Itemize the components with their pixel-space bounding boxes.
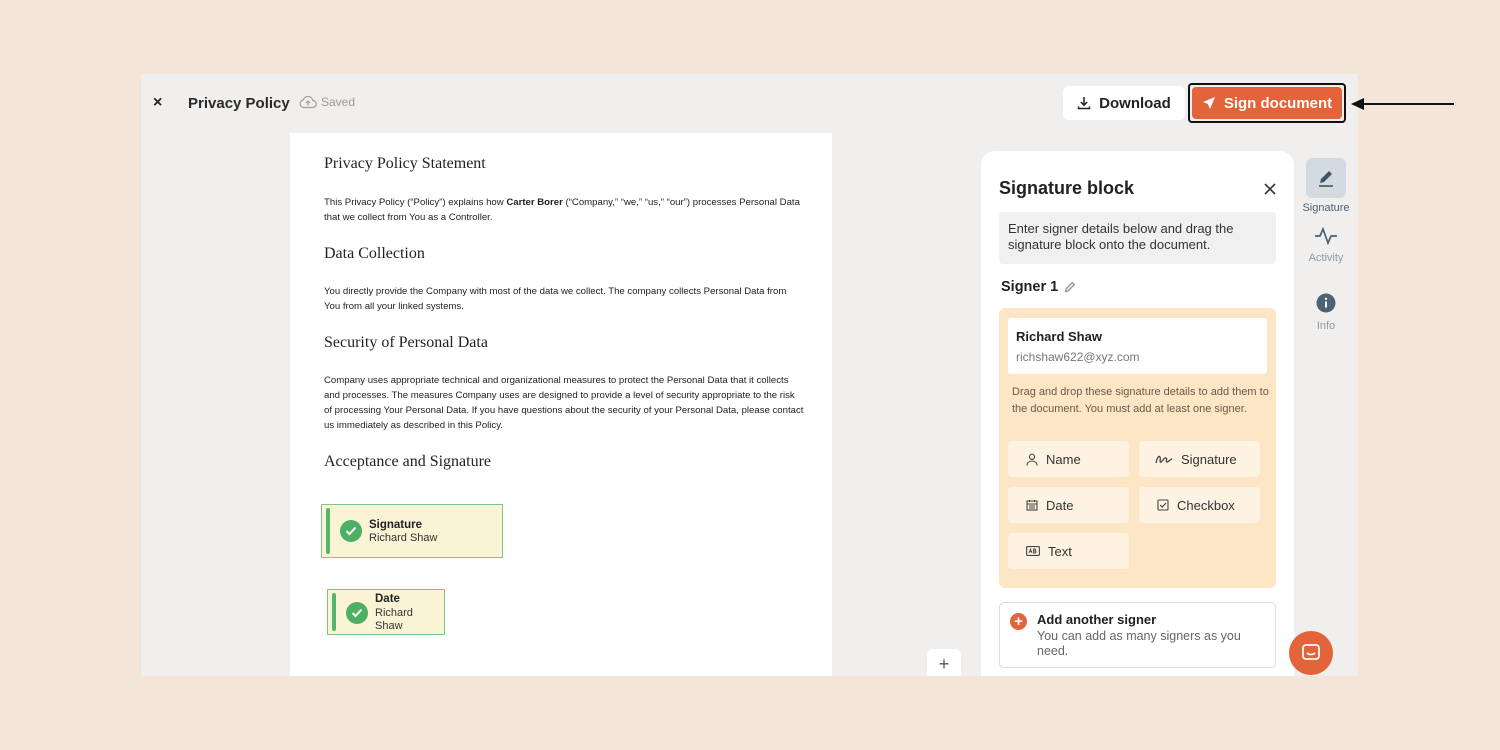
signature-icon bbox=[1155, 453, 1173, 465]
chip-text[interactable] bbox=[1008, 533, 1129, 569]
paragraph-security: Company uses appropriate technical and organizational measures to protect the Personal Data that it collects and processes. The measures Company uses are designed to provide a level of security appropriate to the risk of processing Your Personal Data. If you have questions about the security of your Personal Data, please contact us immediately as described in this Policy. bbox=[324, 375, 804, 431]
close-icon[interactable] bbox=[1264, 179, 1276, 200]
chip-date[interactable] bbox=[1008, 487, 1129, 523]
cloud-upload-icon bbox=[299, 95, 317, 109]
chip-text-label: Text bbox=[1048, 543, 1072, 559]
heading-privacy-statement: Privacy Policy Statement bbox=[324, 155, 486, 172]
chip-name[interactable] bbox=[1008, 441, 1129, 477]
check-circle-icon bbox=[346, 602, 368, 624]
sign-document-label: Sign document bbox=[1223, 94, 1333, 112]
date-field-label: Date bbox=[375, 593, 400, 605]
rail-activity[interactable] bbox=[1300, 224, 1352, 264]
signer-card-container bbox=[999, 308, 1276, 588]
rail-signature[interactable] bbox=[1300, 158, 1352, 214]
download-button[interactable] bbox=[1063, 86, 1185, 120]
rail-info-label: Info bbox=[1316, 320, 1336, 332]
signer-name: Richard Shaw bbox=[1016, 329, 1102, 344]
chip-checkbox[interactable] bbox=[1139, 487, 1260, 523]
date-field-value: Richard Shaw bbox=[375, 607, 413, 632]
add-signer-subtitle: You can add as many signers as you need. bbox=[1037, 629, 1241, 658]
field-bar bbox=[326, 508, 330, 554]
heading-data-collection: Data Collection bbox=[324, 245, 425, 262]
send-icon bbox=[1202, 96, 1216, 110]
person-icon bbox=[1026, 453, 1038, 466]
calendar-icon bbox=[1026, 499, 1038, 511]
info-icon bbox=[1306, 290, 1346, 316]
rail-info[interactable] bbox=[1300, 290, 1352, 332]
chip-signature-label: Signature bbox=[1181, 451, 1237, 467]
rail-activity-label: Activity bbox=[1308, 252, 1344, 264]
text-field-icon bbox=[1026, 546, 1040, 556]
signature-field-value: Richard Shaw bbox=[369, 532, 438, 544]
editor-window bbox=[141, 74, 1358, 676]
company-name: Carter Borer bbox=[506, 197, 563, 208]
pencil-icon[interactable] bbox=[1064, 281, 1076, 293]
add-signer-button[interactable] bbox=[999, 602, 1276, 668]
chip-name-label: Name bbox=[1046, 451, 1081, 467]
saved-status bbox=[299, 95, 355, 109]
signer-email: richshaw622@xyz.com bbox=[1016, 350, 1140, 364]
paragraph-intro bbox=[324, 195, 804, 225]
drag-hint: Drag and drop these signature details to add them to the document. You must add at least one signer. bbox=[1012, 386, 1269, 415]
document-title: Privacy Policy bbox=[188, 95, 290, 112]
add-page-button[interactable] bbox=[927, 649, 961, 676]
chat-icon bbox=[1301, 643, 1321, 663]
rail-signature-label: Signature bbox=[1302, 202, 1350, 214]
arrow-pointer-icon bbox=[1350, 96, 1454, 112]
activity-icon bbox=[1306, 224, 1346, 248]
field-bar bbox=[332, 593, 336, 631]
saved-label: Saved bbox=[321, 95, 356, 109]
signer-details-card[interactable] bbox=[1008, 318, 1267, 374]
pen-icon bbox=[1306, 158, 1346, 198]
intro-text-a: This Privacy Policy (“Policy”) explains how bbox=[324, 197, 507, 208]
signer-heading bbox=[1001, 279, 1076, 295]
chip-date-label: Date bbox=[1046, 497, 1074, 513]
sign-document-button[interactable] bbox=[1192, 87, 1342, 119]
signature-field-label: Signature bbox=[369, 519, 423, 531]
chip-checkbox-label: Checkbox bbox=[1177, 497, 1235, 513]
checkbox-icon bbox=[1157, 499, 1169, 511]
intro-text-b: (“Company,” “we,” “us,” “our”) processes Personal Data that we collect from You as a Controller. bbox=[324, 197, 800, 223]
plus-circle-icon: + bbox=[1010, 613, 1027, 630]
download-label: Download bbox=[1099, 94, 1171, 112]
paragraph-data-collection: You directly provide the Company with most of the data we collect. The company collects Personal Data from You from all your linked systems. bbox=[324, 286, 787, 312]
close-icon[interactable]: × bbox=[153, 94, 163, 111]
signature-field[interactable] bbox=[321, 504, 503, 558]
heading-security: Security of Personal Data bbox=[324, 334, 488, 351]
date-field[interactable] bbox=[327, 589, 445, 635]
sign-button-highlight bbox=[1188, 83, 1346, 123]
check-circle-icon bbox=[340, 520, 362, 542]
plus-icon: + bbox=[938, 653, 950, 674]
document-page bbox=[290, 133, 832, 676]
signer-label: Signer 1 bbox=[1001, 279, 1059, 295]
add-signer-title: Add another signer bbox=[1037, 612, 1157, 627]
signature-block-panel bbox=[981, 151, 1294, 676]
chip-signature[interactable] bbox=[1139, 441, 1260, 477]
panel-title: Signature block bbox=[999, 178, 1135, 198]
download-icon bbox=[1077, 96, 1091, 110]
chat-launcher-button[interactable] bbox=[1289, 631, 1333, 675]
heading-acceptance: Acceptance and Signature bbox=[324, 453, 492, 470]
panel-hint: Enter signer details below and drag the signature block onto the document. bbox=[999, 212, 1276, 264]
